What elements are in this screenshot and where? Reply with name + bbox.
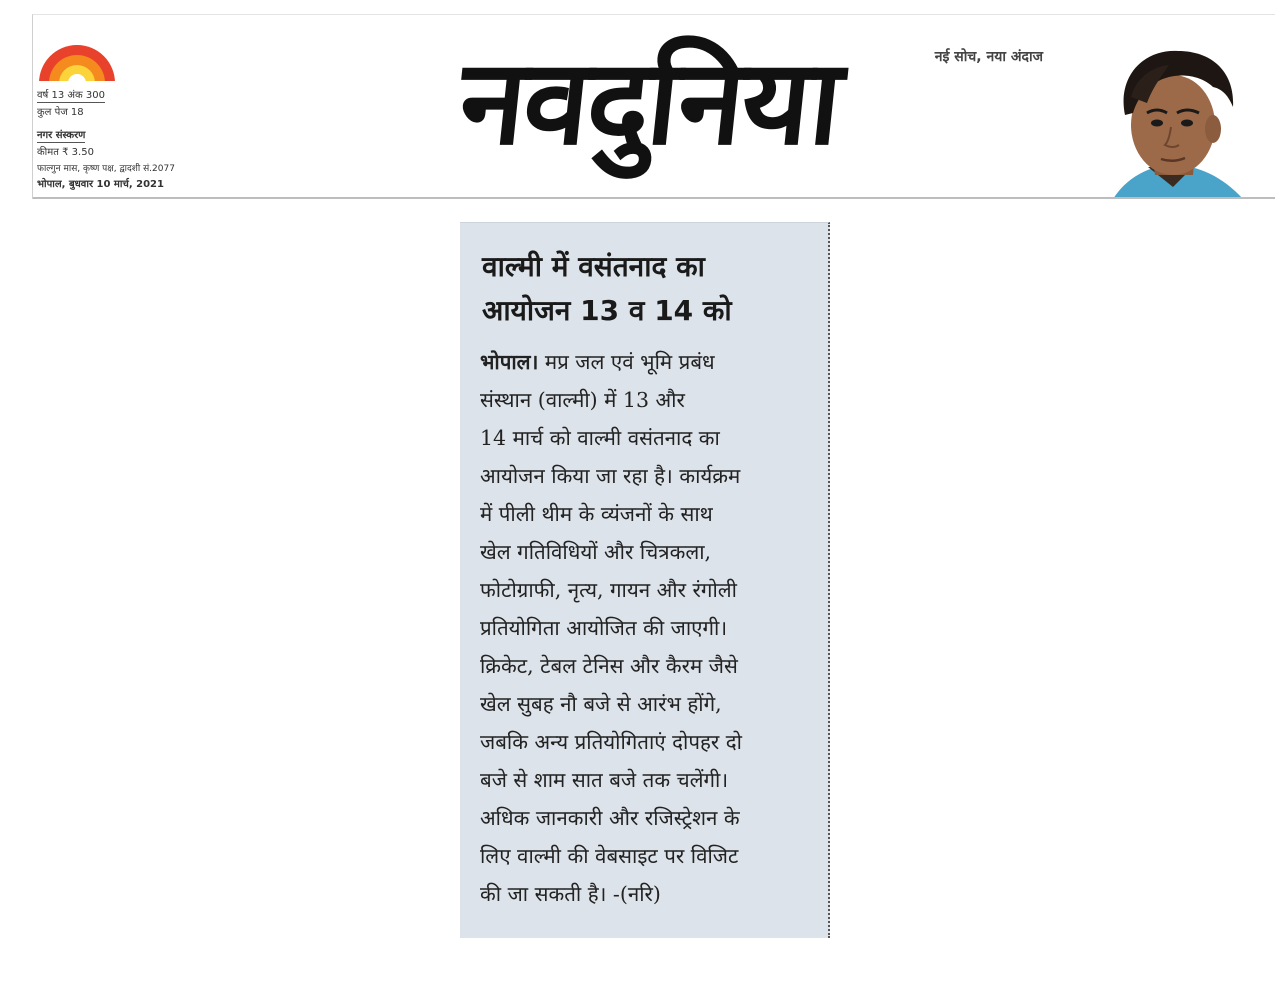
article-headline: [482, 245, 812, 333]
newspaper-masthead: [32, 14, 1275, 199]
news-article-clipping: [460, 222, 830, 938]
body-line: जबकि अन्य प्रतियोगिताएं दोपहर दो: [480, 730, 742, 754]
body-line: अधिक जानकारी और रजिस्ट्रेशन के: [480, 806, 740, 830]
headline-line: आयोजन 13 व 14 को: [482, 294, 732, 327]
body-line: बजे से शाम सात बजे तक चलेंगी।: [480, 768, 729, 792]
newspaper-tagline: नई सोच, नया अंदाज: [934, 49, 1043, 65]
newspaper-brand-name: नवदुनिया: [453, 33, 847, 171]
hindu-calendar-date: फाल्गुन मास, कृष्ण पक्ष, द्वादशी सं.2077: [37, 164, 175, 174]
volume-issue: वर्ष 13 अंक 300: [37, 90, 106, 101]
body-line: आयोजन किया जा रहा है। कार्यक्रम: [480, 464, 741, 488]
article-body: [480, 343, 814, 913]
rising-sun-logo-icon: [37, 41, 117, 83]
body-line: क्रिकेट, टेबल टेनिस और कैरम जैसे: [480, 654, 738, 678]
body-line: संस्थान (वाल्मी) में 13 और: [480, 388, 685, 412]
total-pages: कुल पेज 18: [37, 107, 84, 118]
body-line: लिए वाल्मी की वेबसाइट पर विजिट: [480, 844, 739, 868]
person-portrait-icon: [1073, 37, 1253, 199]
place-and-date: भोपाल, बुधवार 10 मार्च, 2021: [37, 179, 164, 190]
article-dateline: भोपाल।: [480, 350, 539, 374]
body-line: में पीली थीम के व्यंजनों के साथ: [480, 502, 713, 526]
body-line: भोपाल। मप्र जल एवं भूमि प्रबंध: [480, 350, 715, 374]
body-line: फोटोग्राफी, नृत्य, गायन और रंगोली: [480, 578, 737, 602]
price: कीमत ₹ 3.50: [37, 147, 94, 158]
body-line: खेल सुबह नौ बजे से आरंभ होंगे,: [480, 692, 722, 716]
edition-name: नगर संस्करण: [37, 130, 86, 141]
body-line: खेल गतिविधियों और चित्रकला,: [480, 540, 712, 564]
edition-info: [37, 83, 207, 195]
body-line: 14 मार्च को वाल्मी वसंतनाद का: [480, 426, 720, 450]
body-line: प्रतियोगिता आयोजित की जाएगी।: [480, 616, 728, 640]
masthead-divider: [33, 197, 1275, 199]
headline-line: वाल्मी में वसंतनाद का: [482, 250, 705, 283]
body-line: की जा सकती है। -(नरि): [480, 882, 661, 906]
